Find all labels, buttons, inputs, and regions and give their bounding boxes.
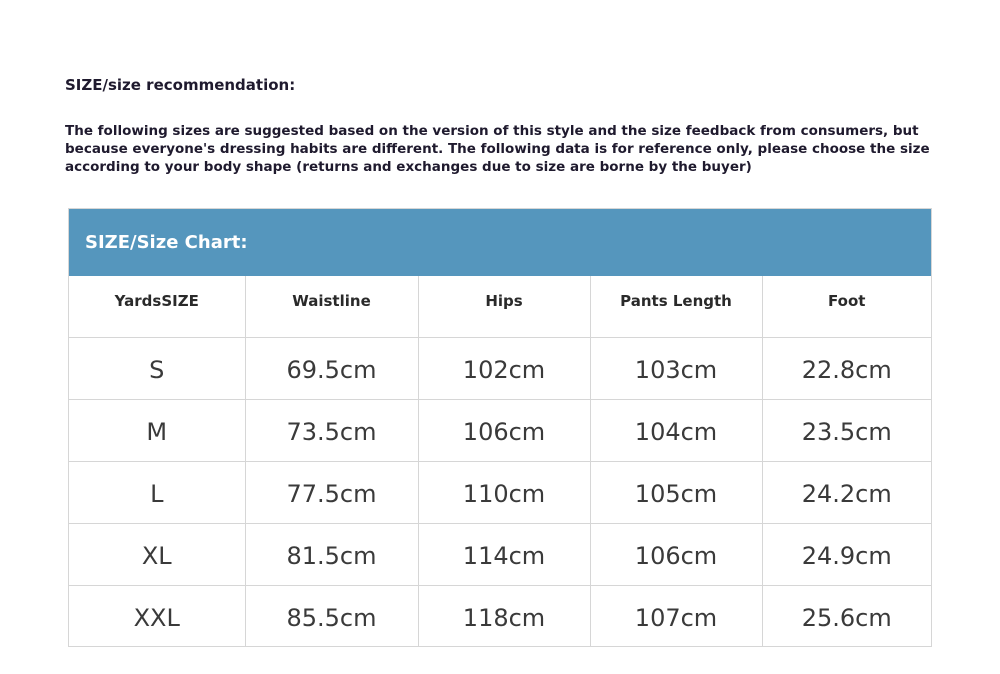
pants-length-cell: 107cm: [590, 585, 762, 647]
column-header-waistline: Waistline: [245, 276, 418, 337]
table-row: [69, 585, 931, 647]
size-chart-header: [69, 209, 931, 276]
table-row: [69, 337, 931, 399]
table-header-row: [69, 276, 931, 337]
size-cell: S: [69, 337, 245, 399]
column-header-size: YardsSIZE: [69, 276, 245, 337]
size-cell: XL: [69, 523, 245, 585]
hips-cell: 118cm: [418, 585, 590, 647]
waistline-cell: 85.5cm: [245, 585, 418, 647]
size-recommendation-text: The following sizes are suggested based on the version of this style and the size feedback from consumers, but because everyone's dressing habits are different. The following data is for reference only, please choose the size according to your body shape (returns and exchanges due to size are borne by the buyer): [65, 123, 930, 175]
waistline-cell: 73.5cm: [245, 399, 418, 461]
hips-cell: 110cm: [418, 461, 590, 523]
pants-length-cell: 103cm: [590, 337, 762, 399]
foot-cell: 24.9cm: [762, 523, 931, 585]
foot-cell: 22.8cm: [762, 337, 931, 399]
foot-cell: 25.6cm: [801, 604, 892, 633]
size-chart-title: SIZE/Size Chart:: [85, 232, 248, 253]
size-table: [69, 276, 931, 647]
waistline-cell: 69.5cm: [245, 337, 418, 399]
size-cell: L: [69, 461, 245, 523]
size-chart: [68, 208, 932, 647]
foot-cell: 24.2cm: [762, 461, 931, 523]
size-cell: M: [69, 399, 245, 461]
foot-cell: 23.5cm: [762, 399, 931, 461]
column-header-hips: Hips: [418, 276, 590, 337]
waistline-cell: 77.5cm: [245, 461, 418, 523]
hips-cell: 114cm: [418, 523, 590, 585]
column-header-pants-length: Pants Length: [590, 276, 762, 337]
size-cell: XXL: [69, 585, 245, 647]
table-row: [69, 399, 931, 461]
table-row: [69, 461, 931, 523]
column-header-foot: Foot: [762, 276, 931, 337]
hips-cell: 102cm: [418, 337, 590, 399]
pants-length-cell: 105cm: [590, 461, 762, 523]
hips-cell: 106cm: [418, 399, 590, 461]
waistline-cell: 81.5cm: [245, 523, 418, 585]
pants-length-cell: 106cm: [590, 523, 762, 585]
pants-length-cell: 104cm: [590, 399, 762, 461]
table-row: [69, 523, 931, 585]
size-recommendation-heading: SIZE/size recommendation:: [65, 76, 296, 94]
